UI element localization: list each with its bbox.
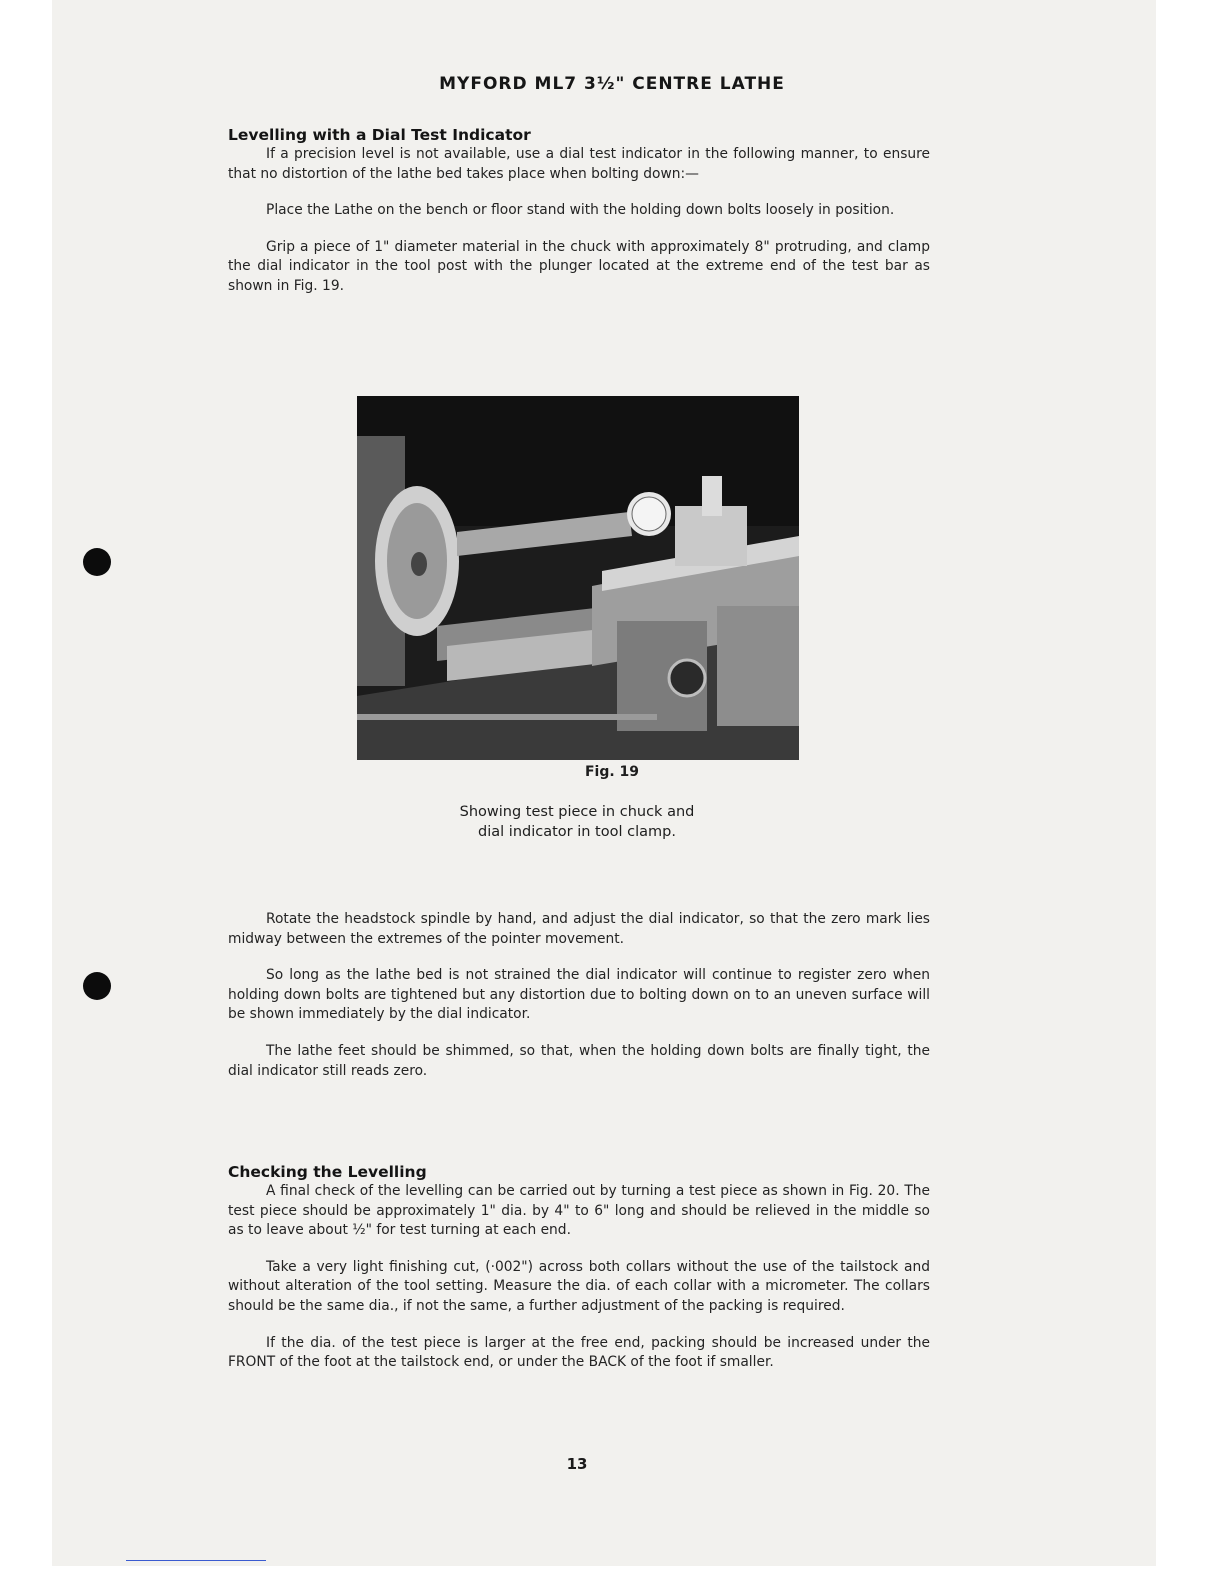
paragraph: If the dia. of the test piece is larger at the free end, packing should be increased under the FRONT of the foot at the tailstock end, or under the BACK of the foot if smaller. <box>228 1334 930 1371</box>
paragraph: A final check of the levelling can be carried out by turning a test piece as shown in Fig. 20. The test piece should be approximately 1" dia. by 4" to 6" long and should be relieved in the middle so as to leave about ½" for test turning at each end. <box>228 1183 930 1239</box>
section-adjustment <box>228 910 930 1081</box>
section-heading: Levelling with a Dial Test Indicator <box>228 126 531 144</box>
paragraph: Rotate the headstock spindle by hand, and adjust the dial indicator, so that the zero mark lies midway between the extremes of the pointer movement. <box>228 911 930 947</box>
paragraph: Take a very light finishing cut, (·002") across both collars without the use of the tailstock and without alteration of the tool setting. Measure the dia. of each collar with a micrometer. The collars should be the same dia., if not the same, a further adjustment of the packing is required. <box>228 1258 930 1314</box>
section-heading: Checking the Levelling <box>228 1163 427 1181</box>
paragraph: The lathe feet should be shimmed, so that, when the holding down bolts are finally tight, the dial indicator still reads zero. <box>228 1042 930 1079</box>
punch-hole <box>83 972 111 1000</box>
figure-photo <box>357 396 799 760</box>
caption-line: dial indicator in tool clamp. <box>478 824 676 840</box>
page-number: 13 <box>566 1455 588 1473</box>
punch-hole <box>83 548 111 576</box>
paragraph: Place the Lathe on the bench or floor stand with the holding down bolts loosely in position. <box>266 202 895 219</box>
paragraph: Grip a piece of 1" diameter material in the chuck with approximately 8" protruding, and clamp the dial indicator in the tool post with the plunger located at the extreme end of the test bar as shown in Fig. 19. <box>228 238 930 294</box>
footer-rule <box>126 1560 266 1561</box>
paragraph: If a precision level is not available, use a dial test indicator in the following manner, to ensure that no distortion of the lathe bed takes place when bolting down:— <box>228 146 930 182</box>
section-checking-levelling <box>228 1162 930 1373</box>
lathe-photo-illustration <box>357 396 799 760</box>
figure-caption <box>0 802 1154 842</box>
section-dial-indicator <box>228 125 930 297</box>
paragraph: So long as the lathe bed is not strained the dial indicator will continue to register zero when holding down bolts are tightened but any distortion due to bolting down on to an uneven surface will be shown immediately by the dial indicator. <box>228 967 930 1023</box>
page-title: MYFORD ML7 3½" CENTRE LATHE <box>439 74 785 94</box>
figure-label: Fig. 19 <box>584 764 640 780</box>
caption-line: Showing test piece in chuck and <box>459 804 695 820</box>
